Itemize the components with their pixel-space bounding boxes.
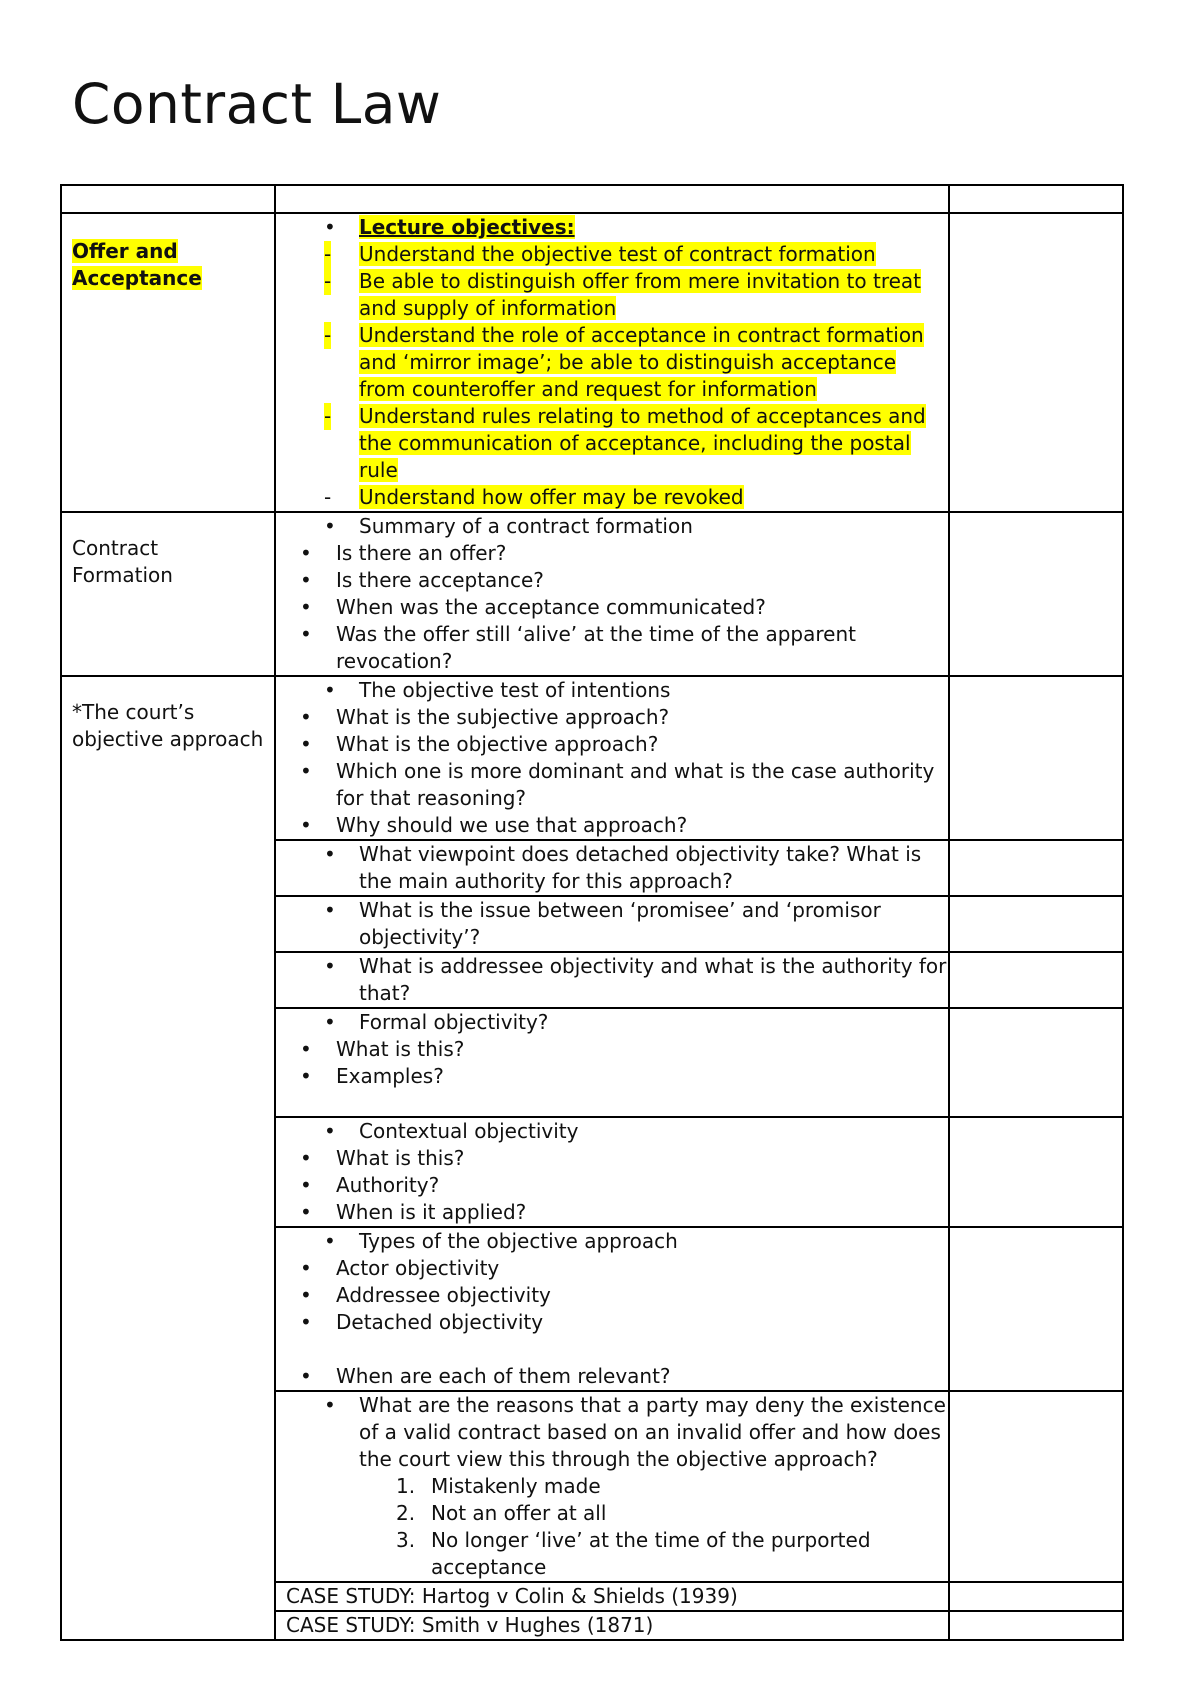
- list-item: [276, 403, 948, 484]
- bullet-icon: •: [300, 813, 312, 837]
- notes-cell: [275, 1227, 949, 1391]
- extra-cell: [949, 896, 1123, 952]
- extra-cell: [949, 840, 1123, 896]
- bullet-icon: •: [300, 541, 312, 565]
- extra-cell: [949, 1582, 1123, 1611]
- item-text: What is this?: [336, 1146, 465, 1170]
- list-item: [276, 268, 948, 322]
- item-text: What is this?: [336, 1037, 465, 1061]
- bullet-icon: •: [300, 595, 312, 619]
- item-text: When are each of them relevant?: [336, 1364, 671, 1388]
- dash-icon: -: [324, 485, 332, 509]
- list-item: [276, 1063, 948, 1090]
- item-text: When was the acceptance communicated?: [336, 595, 766, 619]
- notes-cell: [275, 952, 949, 1008]
- notes-cell: [275, 896, 949, 952]
- bullet-icon: •: [300, 1064, 312, 1088]
- item-text: Is there acceptance?: [336, 568, 544, 592]
- bullet-icon: •: [300, 1173, 312, 1197]
- notes-cell: [275, 676, 949, 840]
- topic-label: *The court’s objective approach: [72, 700, 264, 751]
- list-item: [276, 241, 948, 268]
- item-text: Actor objectivity: [336, 1256, 500, 1280]
- dash-icon: -: [324, 242, 332, 266]
- list-item: [276, 513, 948, 540]
- list-item: [276, 594, 948, 621]
- list-item: [276, 1036, 948, 1063]
- bullet-icon: •: [324, 1229, 336, 1253]
- list-item: [276, 897, 948, 951]
- extra-cell: [949, 1008, 1123, 1117]
- bullet-icon: •: [324, 898, 336, 922]
- bullet-icon: •: [300, 1037, 312, 1061]
- extra-cell: [949, 1227, 1123, 1391]
- extra-cell: [949, 213, 1123, 512]
- objective-text: Understand the role of acceptance in contract formation and ‘mirror image’; be able to distinguish acceptance from counteroffer and request for information: [359, 323, 924, 401]
- item-text: Mistakenly made: [431, 1474, 601, 1498]
- notes-table: [60, 184, 1124, 1641]
- list-item: [276, 841, 948, 895]
- list-item: [276, 1282, 948, 1309]
- list-item: [276, 812, 948, 839]
- list-item: [276, 704, 948, 731]
- list-item: [276, 758, 948, 812]
- dash-icon: -: [324, 269, 332, 293]
- item-text: Detached objectivity: [336, 1310, 544, 1334]
- notes-cell: [275, 213, 949, 512]
- item-text: Not an offer at all: [431, 1501, 607, 1525]
- item-text: Why should we use that approach?: [336, 813, 688, 837]
- bullet-icon: •: [300, 705, 312, 729]
- bullet-icon: •: [300, 732, 312, 756]
- number-marker: 3.: [396, 1528, 416, 1552]
- row-objective-intentions: [61, 676, 1123, 840]
- item-text: When is it applied?: [336, 1200, 527, 1224]
- bullet-icon: •: [300, 759, 312, 783]
- notes-cell: [275, 512, 949, 676]
- extra-cell: [949, 676, 1123, 840]
- list-item: [276, 1009, 948, 1036]
- case-study-text: CASE STUDY: Smith v Hughes (1871): [286, 1613, 654, 1637]
- item-text: What are the reasons that a party may deny the existence of a valid contract based on an invalid offer and how does the court view this through the objective approach?: [359, 1393, 946, 1471]
- list-item: [276, 1392, 948, 1473]
- bullet-icon: •: [300, 568, 312, 592]
- objective-text: Understand how offer may be revoked: [359, 485, 744, 509]
- notes-cell: [275, 1582, 949, 1611]
- header-cell-topic: [61, 185, 275, 213]
- objectives-heading: Lecture objectives:: [359, 215, 575, 239]
- bullet-icon: •: [324, 1010, 336, 1034]
- row-offer-acceptance: [61, 213, 1123, 512]
- item-text: What is the subjective approach?: [336, 705, 670, 729]
- notes-cell: [275, 840, 949, 896]
- list-item: [276, 1363, 948, 1390]
- page-title: Contract Law: [72, 72, 442, 136]
- header-cell-notes: [275, 185, 949, 213]
- bullet-icon: •: [324, 842, 336, 866]
- list-item: [276, 567, 948, 594]
- topic-label: Contract Formation: [72, 536, 173, 587]
- objective-text: Be able to distinguish offer from mere invitation to treat and supply of information: [359, 269, 922, 320]
- topic-label: Offer and Acceptance: [72, 239, 202, 290]
- item-text: Which one is more dominant and what is the case authority for that reasoning?: [336, 759, 935, 810]
- item-text: Addressee objectivity: [336, 1283, 551, 1307]
- header-cell-extra: [949, 185, 1123, 213]
- list-item: [276, 1309, 948, 1336]
- topic-cell: [61, 512, 275, 676]
- numbered-item: [276, 1473, 948, 1500]
- item-text: Types of the objective approach: [359, 1229, 678, 1253]
- numbered-item: [276, 1527, 948, 1581]
- item-text: What is the issue between ‘promisee’ and ‘promisor objectivity’?: [359, 898, 881, 949]
- notes-cell: [275, 1391, 949, 1582]
- list-item: [276, 1118, 948, 1145]
- header-row: [61, 185, 1123, 213]
- item-text: Was the offer still ‘alive’ at the time of the apparent revocation?: [336, 622, 856, 673]
- item-text: Contextual objectivity: [359, 1119, 579, 1143]
- bullet-icon: •: [300, 1256, 312, 1280]
- item-text: What is the objective approach?: [336, 732, 659, 756]
- extra-cell: [949, 1391, 1123, 1582]
- list-item: [276, 621, 948, 675]
- extra-cell: [949, 1117, 1123, 1227]
- item-text: Is there an offer?: [336, 541, 507, 565]
- item-text: No longer ‘live’ at the time of the purported acceptance: [431, 1528, 871, 1579]
- bullet-icon: •: [300, 1146, 312, 1170]
- bullet-icon: •: [324, 1393, 336, 1417]
- dash-icon: -: [324, 404, 332, 428]
- topic-cell: [61, 213, 275, 512]
- bullet-icon: •: [300, 1310, 312, 1334]
- bullet-icon: •: [324, 954, 336, 978]
- bullet-icon: •: [324, 215, 336, 239]
- number-marker: 2.: [396, 1501, 416, 1525]
- item-text: The objective test of intentions: [359, 678, 671, 702]
- bullet-icon: •: [300, 622, 312, 646]
- extra-cell: [949, 1611, 1123, 1640]
- notes-cell: [275, 1008, 949, 1117]
- bullet-icon: •: [324, 678, 336, 702]
- list-item: [276, 677, 948, 704]
- notes-cell: [275, 1117, 949, 1227]
- item-text: Formal objectivity?: [359, 1010, 549, 1034]
- list-item: [276, 1172, 948, 1199]
- row-contract-formation: [61, 512, 1123, 676]
- list-item: [276, 214, 948, 241]
- item-text: What viewpoint does detached objectivity take? What is the main authority for this approach?: [359, 842, 922, 893]
- bullet-icon: •: [324, 514, 336, 538]
- bullet-icon: •: [300, 1200, 312, 1224]
- objective-text: Understand the objective test of contract formation: [359, 242, 876, 266]
- bullet-icon: •: [300, 1283, 312, 1307]
- extra-cell: [949, 952, 1123, 1008]
- list-item: [276, 484, 948, 511]
- item-text: What is addressee objectivity and what is the authority for that?: [359, 954, 947, 1005]
- list-item: [276, 1145, 948, 1172]
- item-text: Authority?: [336, 1173, 440, 1197]
- list-item: [276, 731, 948, 758]
- list-item: [276, 322, 948, 403]
- item-text: Summary of a contract formation: [359, 514, 693, 538]
- extra-cell: [949, 512, 1123, 676]
- list-item: [276, 953, 948, 1007]
- bullet-icon: •: [300, 1364, 312, 1388]
- notes-cell: [275, 1611, 949, 1640]
- case-study-text: CASE STUDY: Hartog v Colin & Shields (1939): [286, 1584, 738, 1608]
- number-marker: 1.: [396, 1474, 416, 1498]
- objective-text: Understand rules relating to method of acceptances and the communication of acceptance, including the postal rule: [359, 404, 926, 482]
- list-item: [276, 1199, 948, 1226]
- dash-icon: -: [324, 323, 332, 347]
- list-item: [276, 1255, 948, 1282]
- bullet-icon: •: [324, 1119, 336, 1143]
- item-text: Examples?: [336, 1064, 444, 1088]
- numbered-item: [276, 1500, 948, 1527]
- topic-cell: [61, 676, 275, 1640]
- list-item: [276, 1228, 948, 1255]
- list-item: [276, 540, 948, 567]
